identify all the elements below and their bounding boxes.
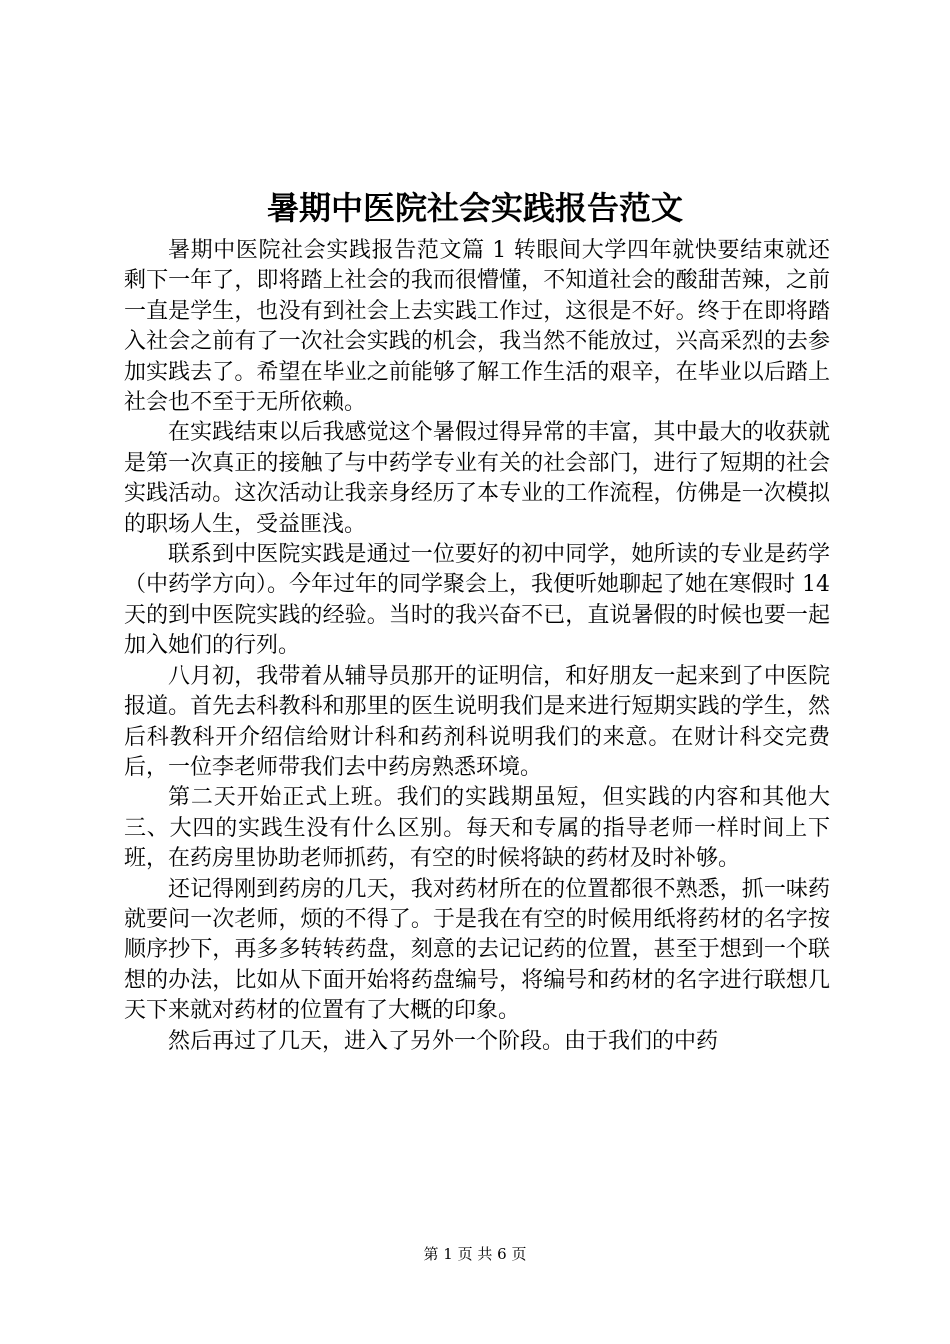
paragraph: 联系到中医院实践是通过一位要好的初中同学，她所读的专业是药学（中药学方向）。今年过年的同学聚会上，我便听她聊起了她在寒假时 14 天的到中医院实践的经验。当时的我兴奋不已，直说暑假的时候也要一起加入她们的行列。 [124,542,830,659]
paragraph: 第二天开始正式上班。我们的实践期虽短，但实践的内容和其他大三、大四的实践生没有什么区别。每天和专属的指导老师一样时间上下班，在药房里协助老师抓药，有空的时候将缺的药材及时补够。 [124,785,830,872]
document-body [124,236,830,1057]
paragraph: 在实践结束以后我感觉这个暑假过得异常的丰富，其中最大的收获就是第一次真正的接触了与中药学专业有关的社会部门，进行了短期的社会实践活动。这次活动让我亲身经历了本专业的工作流程，仿佛是一次模拟的职场人生，受益匪浅。 [124,420,830,537]
document-title: 暑期中医院社会实践报告范文 [266,189,683,227]
paragraph: 暑期中医院社会实践报告范文篇 1 转眼间大学四年就快要结束就还剩下一年了，即将踏上社会的我而很懵懂，不知道社会的酸甜苦辣，之前一直是学生，也没有到社会上去实践工作过，这很是不好。终于在即将踏入社会之前有了一次社会实践的机会，我当然不能放过，兴高采烈的去参加实践去了。希望在毕业之前能够了解工作生活的艰辛，在毕业以后踏上社会也不至于无所依赖。 [124,238,830,416]
paragraph: 然后再过了几天，进入了另外一个阶段。由于我们的中药 [168,1028,719,1054]
paragraph: 还记得刚到药房的几天，我对药材所在的位置都很不熟悉，抓一味药就要问一次老师，烦的不得了。于是我在有空的时候用纸将药材的名字按顺序抄下，再多多转转药盘，刻意的去记记药的位置，甚至于想到一个联想的办法，比如从下面开始将药盘编号，将编号和药材的名字进行联想几天下来就对药材的位置有了大概的印象。 [124,876,830,1024]
page-footer: 第 1 页 共 6 页 [423,1245,527,1263]
paragraph: 八月初，我带着从辅导员那开的证明信，和好朋友一起来到了中医院报道。首先去科教科和那里的医生说明我们是来进行短期实践的学生，然后科教科开介绍信给财计科和药剂科说明我们的来意。在财计科交完费后，一位李老师带我们去中药房熟悉环境。 [124,663,830,780]
